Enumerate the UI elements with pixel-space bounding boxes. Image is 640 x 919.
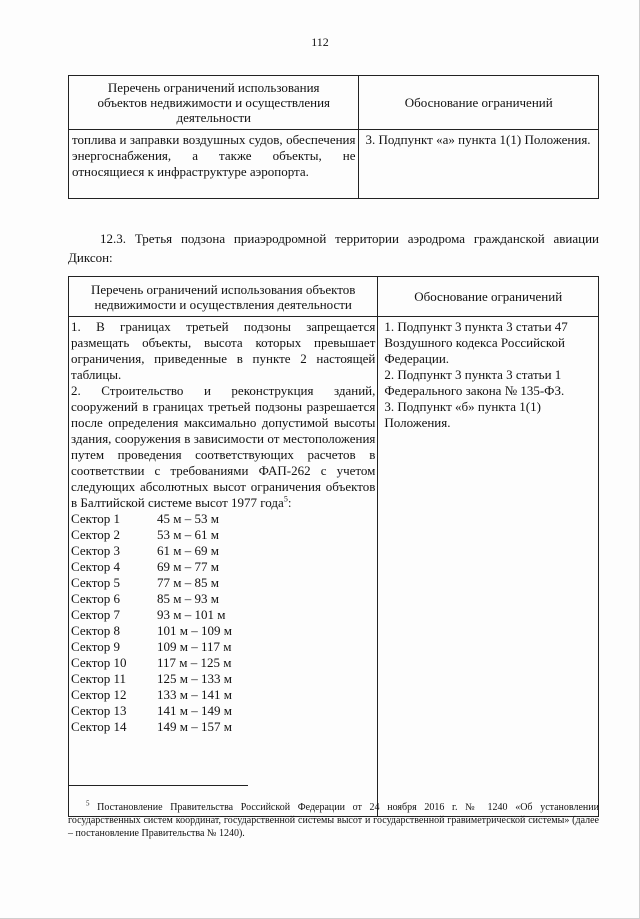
sector-height-range: 53 м – 61 м [157, 527, 219, 542]
table-row [69, 317, 599, 817]
sector-name: Сектор 5 [71, 575, 121, 590]
sector-name: Сектор 10 [71, 655, 127, 670]
footnote-divider [68, 785, 248, 786]
list-item [71, 511, 375, 527]
list-item [71, 607, 375, 623]
sector-name: Сектор 8 [71, 623, 121, 638]
sector-name: Сектор 1 [71, 511, 121, 526]
basis-cell: 3. Подпункт «а» пункта 1(1) Положения. [359, 130, 599, 199]
sector-height-range: 61 м – 69 м [157, 543, 219, 558]
list-item [71, 527, 375, 543]
sector-height-range: 69 м – 77 м [157, 559, 219, 574]
sector-name: Сектор 7 [71, 607, 121, 622]
sector-height-range: 101 м – 109 м [157, 623, 232, 638]
sector-height-range: 133 м – 141 м [157, 687, 232, 702]
sector-name: Сектор 11 [71, 671, 127, 686]
restrictions-table-continued [68, 75, 599, 199]
sector-name: Сектор 13 [71, 703, 127, 718]
basis-item-3: 3. Подпункт «б» пункта 1(1) Положения. [384, 399, 541, 430]
header-restrictions-list: Перечень ограничений использования объектов недвижимости и осуществления деятельности [69, 76, 359, 130]
sector-height-range: 77 м – 85 м [157, 575, 219, 590]
header-basis: Обоснование ограничений [359, 76, 599, 130]
footnote-reference: 5 [283, 494, 288, 504]
sector-height-range: 93 м – 101 м [157, 607, 226, 622]
footnote [68, 801, 599, 840]
restriction-cell: топлива и заправки воздушных судов, обеспечения энергоснабжения, а также объекты, не относящиеся к инфраструктуре аэропорта. [69, 130, 359, 199]
basis-cell [378, 317, 599, 817]
sector-name: Сектор 3 [71, 543, 121, 558]
sector-name: Сектор 12 [71, 687, 127, 702]
sector-height-range: 125 м – 133 м [157, 671, 232, 686]
sector-name: Сектор 4 [71, 559, 121, 574]
restriction-item-2-tail: : [287, 495, 292, 510]
table-header-row [69, 277, 599, 317]
basis-item-2: 2. Подпункт 3 пункта 3 статьи 1 Федерального закона № 135-ФЗ. [384, 367, 565, 398]
header-basis: Обоснование ограничений [378, 277, 599, 317]
list-item [71, 639, 375, 655]
list-item [71, 703, 375, 719]
sector-height-list [71, 511, 375, 735]
list-item [71, 623, 375, 639]
list-item [71, 543, 375, 559]
sector-height-range: 117 м – 125 м [157, 655, 232, 670]
list-item [71, 687, 375, 703]
restriction-item-2 [71, 383, 375, 511]
third-subzone-table [68, 276, 599, 817]
list-item [71, 559, 375, 575]
table-header-row [69, 76, 599, 130]
sector-height-range: 109 м – 117 м [157, 639, 232, 654]
sector-name: Сектор 2 [71, 527, 121, 542]
table-row [69, 130, 599, 199]
basis-item-1: 1. Подпункт 3 пункта 3 статьи 47 Воздушного кодекса Российской Федерации. [384, 319, 568, 366]
header-restrictions-list: Перечень ограничений использования объектов недвижимости и осуществления деятельности [69, 277, 378, 317]
list-item [71, 591, 375, 607]
sector-name: Сектор 14 [71, 719, 127, 734]
list-item [71, 671, 375, 687]
section-heading-paragraph: 12.3. Третья подзона приаэродромной территории аэродрома гражданской авиации Диксон: [68, 231, 599, 265]
sector-height-range: 85 м – 93 м [157, 591, 219, 606]
footnote-marker: 5 [86, 799, 90, 808]
list-item [71, 575, 375, 591]
sector-name: Сектор 9 [71, 639, 121, 654]
sector-height-range: 141 м – 149 м [157, 703, 232, 718]
list-item [71, 655, 375, 671]
sector-name: Сектор 6 [71, 591, 121, 606]
sector-height-range: 149 м – 157 м [157, 719, 232, 734]
page-number: 112 [311, 35, 329, 49]
restriction-item-2-text: 2. Строительство и реконструкция зданий, сооружений в границах третьей подзоны разрешается после определения максимально допустимой высоты здания, сооружения в зависимости от местоположения путем проведения соответствующих расчетов в соответствии с требованиями ФАП-262 с учетом следующих абсолютных высот ограничения объектов в Балтийской системе высот 1977 года [71, 383, 376, 510]
footnote-text: Постановление Правительства Российской Федерации от 24 ноября 2016 г. № 1240 «Об установлении государственных систем координат, государственной системы высот и государственной гравиметрической системы» (далее – постановление Правительства № 1240). [68, 802, 599, 839]
restriction-item-1: 1. В границах третьей подзоны запрещается размещать объекты, высота которых превышает ограничения, приведенные в пункте 2 настоящей таблицы. [71, 319, 376, 382]
list-item [71, 719, 375, 735]
restriction-cell [69, 317, 378, 817]
sector-height-range: 45 м – 53 м [157, 511, 219, 526]
